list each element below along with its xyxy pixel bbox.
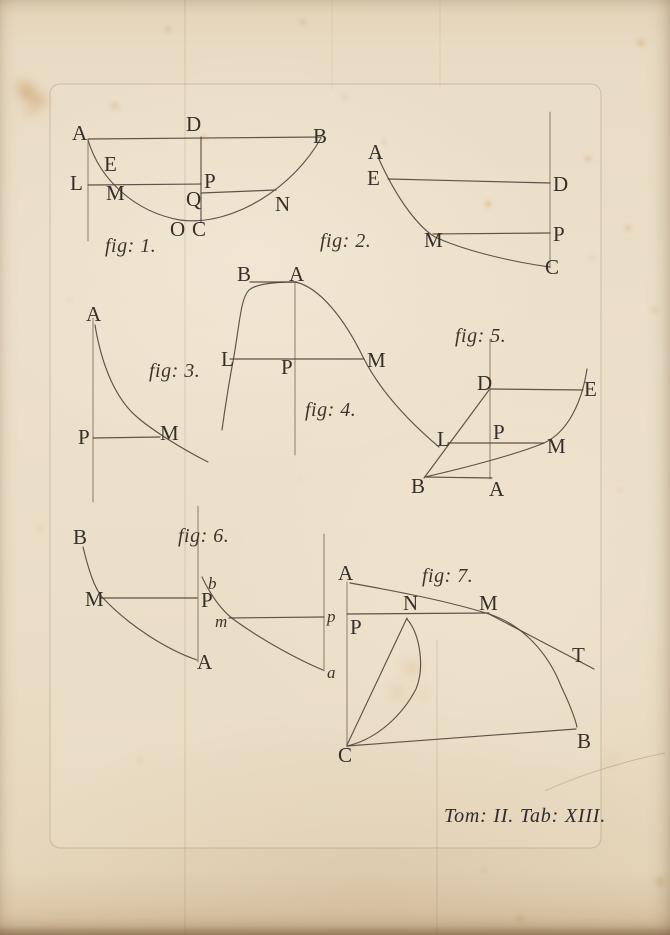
fig1-point-label-O: O: [170, 217, 186, 241]
fig6-point-label-B: B: [73, 525, 88, 549]
fig5-point-label-B: B: [411, 474, 426, 498]
fig1-point-label-C: C: [192, 217, 207, 241]
fig6-point-label-M: M: [85, 587, 104, 611]
fig4-point-label-M: M: [367, 348, 386, 372]
fig5-point-label-E: E: [584, 377, 597, 401]
fig7-point-label-B: B: [577, 729, 592, 753]
fig1-point-label-A: A: [72, 121, 88, 145]
fig3-point-label-P: P: [78, 425, 90, 449]
fig1-point-label-P: P: [204, 169, 216, 193]
fig1-point-label-Q: Q: [186, 187, 202, 211]
fig5-point-label-A: A: [489, 477, 505, 501]
fig5-point-label-P: P: [493, 420, 505, 444]
fig7-point-label-M: M: [479, 591, 498, 615]
fig4-point-label-B: B: [237, 262, 252, 286]
fig2-point-label-E: E: [367, 166, 380, 190]
fig1-point-label-D: D: [186, 112, 202, 136]
fig6s-point-label-p: p: [327, 607, 336, 626]
fig7-point-label-T: T: [572, 643, 585, 667]
fig4-point-label-L: L: [221, 347, 234, 371]
fig6s-point-label-m: m: [215, 612, 228, 631]
plate-caption: Tom: II. Tab: XIII.: [444, 805, 607, 827]
fig4-point-label-A: A: [289, 262, 305, 286]
fig1-caption: fig: 1.: [105, 235, 157, 257]
fig4-point-label-P: P: [281, 355, 293, 379]
fig5-point-label-D: D: [477, 371, 493, 395]
fig1-point-label-B: B: [313, 124, 328, 148]
fig7-point-label-P: P: [350, 615, 362, 639]
fig3-point-label-M: M: [160, 421, 179, 445]
fig7-point-label-A: A: [338, 561, 354, 585]
fig5-point-label-L: L: [437, 427, 450, 451]
fig6-point-label-A: A: [197, 650, 213, 674]
fig1-point-label-M: M: [106, 181, 125, 205]
fig1-point-label-L: L: [70, 171, 83, 195]
fig7-point-label-N: N: [403, 591, 419, 615]
fig1-point-label-E: E: [104, 152, 117, 176]
fig2-point-label-M: M: [424, 228, 443, 252]
fig4-caption: fig: 4.: [305, 399, 357, 421]
fig2-point-label-A: A: [368, 140, 384, 164]
fig5-point-label-M: M: [547, 434, 566, 458]
fig2-caption: fig: 2.: [320, 230, 372, 252]
fig5-caption: fig: 5.: [455, 325, 507, 347]
fig3-point-label-A: A: [86, 302, 102, 326]
fig2-point-label-D: D: [553, 172, 569, 196]
fig6s-point-label-b: b: [208, 574, 217, 593]
fig6-point-label-P: P: [201, 588, 213, 612]
fig6-caption: fig: 6.: [178, 525, 230, 547]
fig2-point-label-C: C: [545, 255, 560, 279]
fig6s-point-label-a: a: [327, 663, 336, 682]
fig7-point-label-C: C: [338, 743, 353, 767]
fig7-caption: fig: 7.: [422, 565, 474, 587]
fig3-caption: fig: 3.: [149, 360, 201, 382]
fig1-point-label-N: N: [275, 192, 291, 216]
fig2-point-label-P: P: [553, 222, 565, 246]
